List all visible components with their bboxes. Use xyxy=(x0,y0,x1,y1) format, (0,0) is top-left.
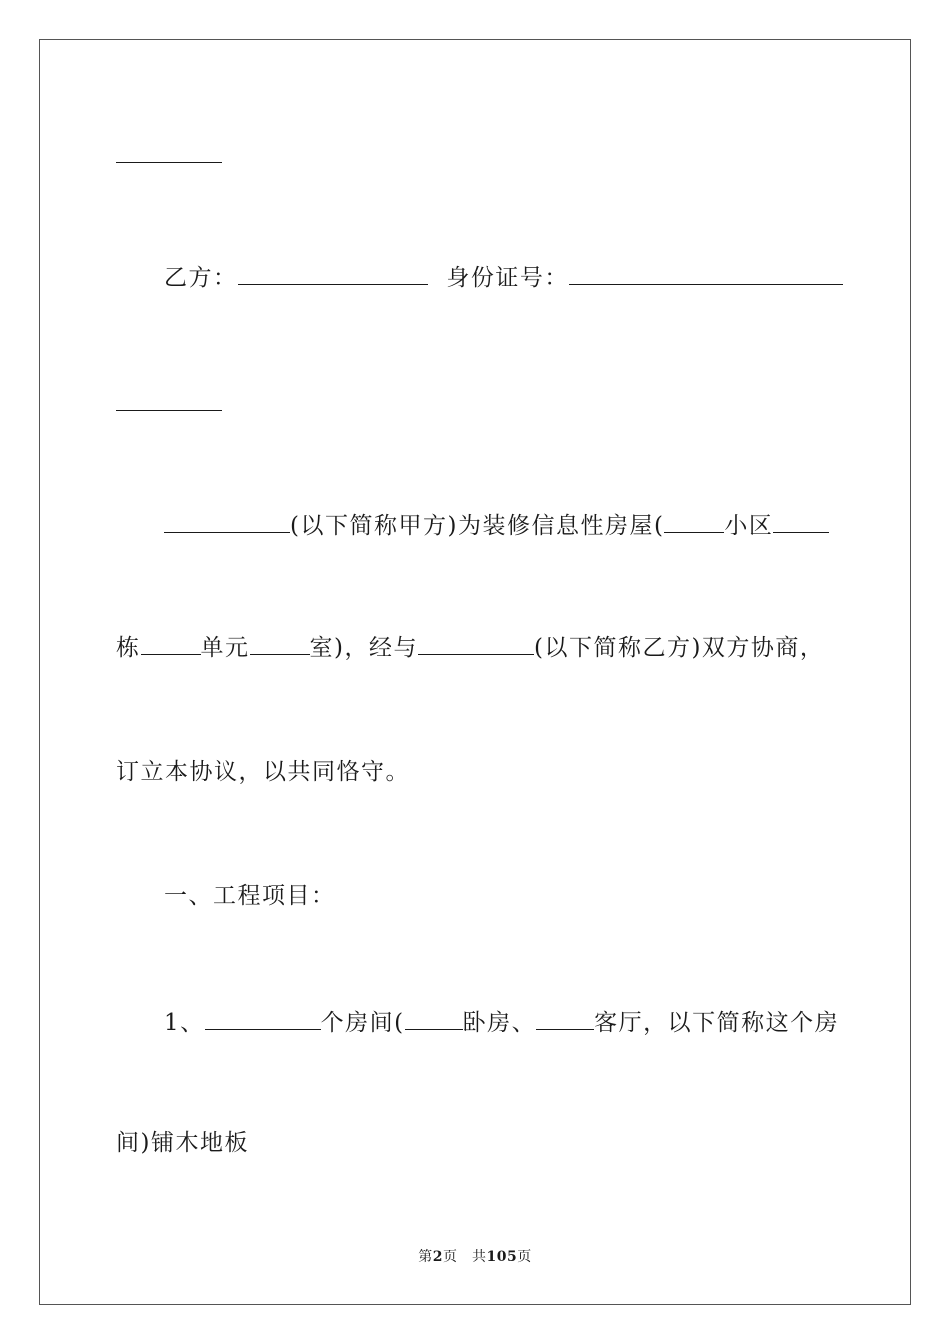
section-1-heading: 一、工程项目： xyxy=(164,883,336,909)
party-a-blank xyxy=(164,510,290,533)
living-room-count-blank xyxy=(536,1007,594,1030)
bedroom-count-blank xyxy=(405,1007,463,1030)
item-text-4: 间)铺木地板 xyxy=(116,1130,249,1156)
id-number-label: 身份证号： xyxy=(446,265,569,291)
footer-page-prefix: 第 xyxy=(418,1249,433,1265)
intro-text-7: 订立本协议，以共同恪守。 xyxy=(116,759,410,785)
item-text-1: 个房间( xyxy=(320,1010,405,1036)
footer-page-number: 2 xyxy=(432,1249,443,1265)
item-number: 1、 xyxy=(164,1010,205,1036)
intro-text-5: 室)，经与 xyxy=(309,635,418,661)
page-border xyxy=(39,39,911,1305)
intro-text-1: (以下简称甲方)为装修信息性房屋( xyxy=(290,513,665,539)
intro-text-4: 单元 xyxy=(200,635,250,661)
intro-text-6: (以下简称乙方)双方协商， xyxy=(533,635,825,661)
party-b-blank xyxy=(418,632,534,655)
intro-text-2: 小区 xyxy=(724,513,774,539)
intro-line-2 xyxy=(116,632,824,663)
text-line-blank-continuation-2 xyxy=(116,388,222,419)
section-heading xyxy=(164,881,336,911)
building-blank xyxy=(773,510,829,533)
footer-total-pages: 105 xyxy=(486,1249,518,1265)
unit-blank xyxy=(141,632,201,655)
fill-blank xyxy=(116,140,222,163)
item-text-2: 卧房、 xyxy=(462,1010,537,1036)
footer-page-mid: 页 共 xyxy=(443,1249,487,1265)
community-blank xyxy=(664,510,724,533)
intro-line-3 xyxy=(116,757,410,787)
party-b-name-blank xyxy=(238,262,428,285)
footer-page-suffix: 页 xyxy=(517,1249,532,1265)
item-text-3: 客厅，以下简称这个房 xyxy=(594,1010,840,1036)
intro-line-1 xyxy=(164,510,829,541)
party-b-label: 乙方： xyxy=(164,265,238,291)
party-b-line xyxy=(164,262,843,293)
id-number-blank xyxy=(569,262,843,285)
room-count-blank xyxy=(205,1007,321,1030)
room-blank xyxy=(250,632,310,655)
item-1-line-1 xyxy=(164,1007,839,1038)
text-line-blank-continuation xyxy=(116,140,222,171)
fill-blank xyxy=(116,388,222,411)
page-footer xyxy=(0,1248,950,1266)
intro-text-3: 栋 xyxy=(116,635,141,661)
item-1-line-2 xyxy=(116,1128,249,1158)
